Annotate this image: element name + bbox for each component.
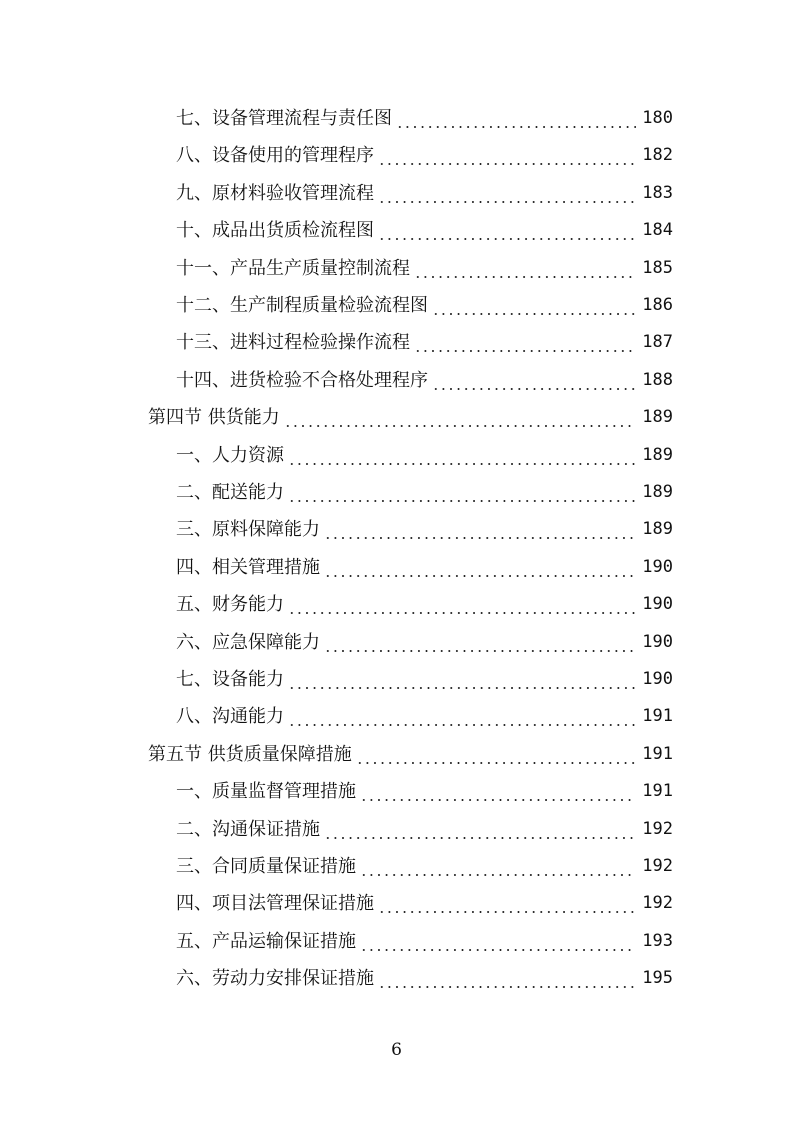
toc-entry[interactable] [176, 437, 673, 474]
toc-entry-label: 八、设备使用的管理程序 [176, 145, 374, 167]
toc-leader-dots [286, 474, 638, 511]
toc-leader-dots [376, 137, 638, 174]
toc-entry[interactable] [176, 624, 673, 661]
toc-entry-label: 二、配送能力 [176, 482, 284, 503]
toc-entry[interactable] [176, 362, 673, 399]
toc-entry-page: 193 [642, 930, 673, 951]
toc-entry-page: 190 [642, 631, 673, 652]
toc-entry-label: 四、项目法管理保证措施 [176, 893, 374, 915]
toc-entry[interactable] [176, 698, 673, 735]
toc-leader-dots [358, 923, 638, 960]
toc-entry-label: 十四、进货检验不合格处理程序 [176, 369, 428, 391]
toc-entry[interactable] [176, 474, 673, 511]
toc-entry[interactable] [176, 923, 673, 960]
toc-entry-label: 六、应急保障能力 [176, 631, 320, 653]
toc-entry-page: 189 [642, 519, 673, 540]
toc-entry-page: 189 [642, 407, 673, 428]
toc-leader-dots [358, 773, 638, 810]
toc-entry[interactable] [176, 287, 673, 324]
toc-entry[interactable] [176, 549, 673, 586]
toc-entry-page: 180 [642, 108, 673, 128]
toc-leader-dots [412, 324, 638, 361]
toc-entry[interactable] [176, 885, 673, 922]
toc-entry-page: 184 [642, 220, 673, 241]
toc-entry[interactable] [176, 960, 673, 997]
toc-entry-page: 191 [642, 743, 673, 764]
toc-leader-dots [322, 624, 638, 661]
toc-entry[interactable] [176, 811, 673, 848]
toc-entry-page: 187 [642, 332, 673, 353]
toc-leader-dots [430, 287, 638, 324]
toc-leader-dots [412, 250, 638, 287]
toc-entry-label: 七、设备管理流程与责任图 [176, 108, 392, 129]
toc-entry-label: 三、合同质量保证措施 [176, 856, 356, 877]
toc-leader-dots [286, 586, 638, 623]
toc-leader-dots [322, 511, 638, 548]
toc-entry-label: 十、成品出货质检流程图 [176, 220, 374, 242]
toc-entry[interactable] [176, 175, 673, 212]
page-number: 6 [391, 1040, 402, 1060]
toc-entry[interactable] [176, 324, 673, 361]
toc-entry-label: 五、产品运输保证措施 [176, 930, 356, 952]
toc-entry-page: 186 [642, 295, 673, 315]
toc-entry-label: 二、沟通保证措施 [176, 818, 320, 840]
toc-entry-page: 190 [642, 556, 673, 577]
toc-entry[interactable] [176, 848, 673, 885]
toc-entry[interactable] [176, 586, 673, 623]
toc-entry-page: 183 [642, 182, 673, 203]
toc-entry-page: 192 [642, 893, 673, 914]
toc-leader-dots [358, 848, 638, 885]
toc-entry-page: 185 [642, 257, 673, 278]
toc-entry-page: 188 [642, 369, 673, 390]
toc-entry-page: 190 [642, 669, 673, 689]
toc-leader-dots [322, 549, 638, 586]
toc-entry[interactable] [176, 773, 673, 810]
toc-entry-label: 六、劳动力安排保证措施 [176, 968, 374, 990]
toc-entry[interactable] [176, 100, 673, 137]
toc-leader-dots [286, 437, 638, 474]
toc-leader-dots [322, 811, 638, 848]
toc-entry-page: 189 [642, 444, 673, 465]
toc-section-entry[interactable] [148, 736, 673, 773]
toc-leader-dots [430, 362, 638, 399]
toc-entry-label: 十三、进料过程检验操作流程 [176, 332, 410, 354]
toc-entry-label: 第四节 供货能力 [148, 407, 280, 429]
toc-entry-label: 十二、生产制程质量检验流程图 [176, 295, 428, 316]
toc-entry-page: 191 [642, 706, 673, 727]
toc-entry[interactable] [176, 212, 673, 249]
toc-leader-dots [282, 399, 639, 436]
toc-leader-dots [376, 960, 638, 997]
toc-entry-label: 一、人力资源 [176, 444, 284, 466]
toc-leader-dots [286, 698, 638, 735]
toc-leader-dots [394, 100, 638, 137]
toc-leader-dots [376, 885, 638, 922]
toc-entry-label: 十一、产品生产质量控制流程 [176, 257, 410, 279]
toc-entry[interactable] [176, 511, 673, 548]
toc-leader-dots [376, 212, 638, 249]
toc-entry-label: 七、设备能力 [176, 669, 284, 690]
toc-entry-label: 八、沟通能力 [176, 706, 284, 728]
toc-leader-dots [354, 736, 639, 773]
toc-entry-page: 195 [642, 968, 673, 989]
toc-entry-label: 九、原材料验收管理流程 [176, 182, 374, 204]
toc-entry-page: 192 [642, 818, 673, 839]
toc-leader-dots [286, 661, 638, 698]
toc-leader-dots [376, 175, 638, 212]
toc-entry-page: 191 [642, 781, 673, 802]
toc-entry-page: 189 [642, 482, 673, 502]
toc-entry-page: 190 [642, 594, 673, 615]
toc-entry[interactable] [176, 137, 673, 174]
toc-entry[interactable] [176, 250, 673, 287]
toc-entry-label: 四、相关管理措施 [176, 556, 320, 578]
toc-entry[interactable] [176, 661, 673, 698]
toc-entry-label: 三、原料保障能力 [176, 519, 320, 541]
toc-section-entry[interactable] [148, 399, 673, 436]
toc-entry-label: 五、财务能力 [176, 594, 284, 616]
toc-entry-page: 192 [642, 856, 673, 876]
toc-entry-page: 182 [642, 145, 673, 166]
toc-entry-label: 一、质量监督管理措施 [176, 781, 356, 803]
toc-entry-label: 第五节 供货质量保障措施 [148, 743, 352, 765]
